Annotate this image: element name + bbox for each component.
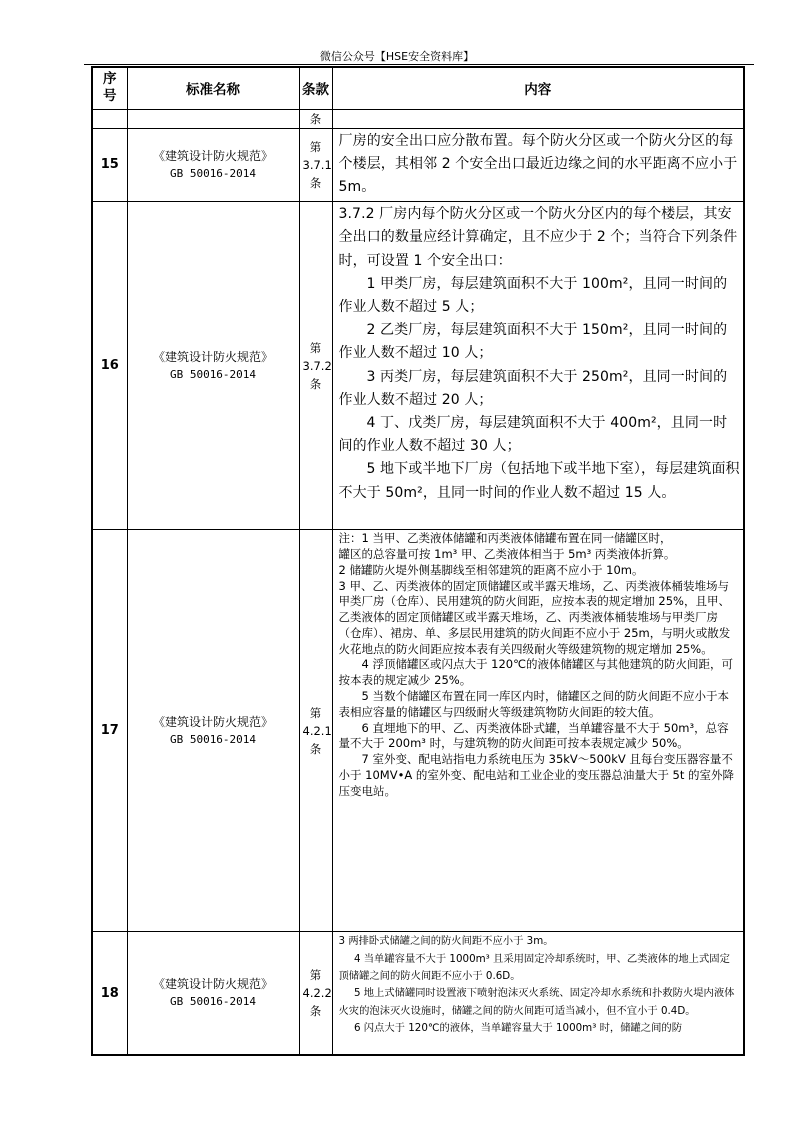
- col-header-content: 内容: [332, 67, 744, 109]
- content-paragraph: 6 闪点大于 120℃的液体，当单罐容量大于 1000m³ 时，储罐之间的防: [353, 1022, 682, 1035]
- col-header-clause: 条款: [299, 67, 332, 109]
- content-paragraph: 4 当单罐容量不大于 1000m³ 且采用固定冷却系统时，甲、乙类液体的地上式固定顶储罐之间的防火间距不应小于 0.6D。: [338, 952, 730, 982]
- row-content: [332, 202, 744, 530]
- col-header-standard: 标准名称: [127, 67, 299, 109]
- content-paragraph: 6 直埋地下的甲、乙、丙类液体卧式罐，当单罐容量不大于 50m³，总容量不大于 200m³ 时，与建筑物的防火间距可按本表规定减少 50%。: [338, 720, 729, 751]
- content-paragraph: 3 两排卧式储罐之间的防火间距不应小于 3m。: [338, 935, 554, 948]
- standard-name: 《建筑设计防火规范》: [152, 148, 273, 163]
- row-standard: [127, 932, 299, 1056]
- content-paragraph: 5 地下或半地下厂房（包括地下或半地下室），每层建筑面积不大于 50m²，且同一时间的作业人数不超过 15 人。: [338, 461, 740, 501]
- row-seq: 17: [92, 530, 127, 932]
- table-row: [92, 202, 744, 530]
- content-paragraph: 7 室外变、配电站指电力系统电压为 35kV～500kV 且每台变压器容量不小于 10MV•A 的室外变、配电站和工业企业的变压器总油量大于 5t 的室外降压变电站。: [338, 752, 735, 798]
- standard-name: 《建筑设计防火规范》: [152, 349, 273, 364]
- continuation-row: [92, 109, 744, 128]
- row-content: [332, 932, 744, 1056]
- content-paragraph: 厂房的安全出口应分散布置。每个防火分区或一个防火分区的每个楼层，其相邻 2 个安全出口最近边缘之间的水平距离不应小于 5m。: [338, 132, 738, 195]
- content-paragraph: 1 甲类厂房，每层建筑面积不大于 100m²，且同一时间的作业人数不超过 5 人；: [338, 275, 728, 315]
- row-seq: 15: [92, 128, 127, 202]
- row-content: [332, 530, 744, 932]
- content-paragraph: 3.7.2 厂房内每个防火分区或一个防火分区内的每个楼层，其安全出口的数量应经计算确定，且不应少于 2 个；当符合下列条件时，可设置 1 个安全出口：: [338, 206, 738, 269]
- row-content: [332, 128, 744, 202]
- row-seq: 18: [92, 932, 127, 1056]
- standards-table: [91, 66, 745, 1056]
- content-paragraph: 2 储罐防火堤外侧基脚线至相邻建筑的距离不应小于 10m。: [338, 562, 644, 577]
- standard-name: 《建筑设计防火规范》: [152, 977, 273, 992]
- row-clause: 第 3.7.2 条: [299, 202, 332, 530]
- table-header-row: [92, 67, 744, 109]
- content-paragraph: 4 浮顶储罐区或闪点大于 120℃的液体储罐区与其他建筑的防火间距，可按本表的规定减少 25%。: [338, 657, 733, 688]
- row-clause: 第 3.7.1 条: [299, 128, 332, 202]
- table-row: [92, 530, 744, 932]
- content-paragraph: 5 当数个储罐区布置在同一库区内时，储罐区之间的防火间距不应小于本表相应容量的储罐区与四级耐火等级建筑物防火间距的较大值。: [338, 689, 729, 719]
- content-paragraph: 5 地上式储罐同时设置液下喷射泡沫灭火系统、固定冷却水系统和扑救防火堤内液体火灾的泡沫灭火设施时，储罐之间的防火间距可适当减小，但不宜小于 0.4D。: [338, 987, 735, 1017]
- continuation-clause: 条: [299, 109, 332, 128]
- table-row: [92, 128, 744, 202]
- row-standard: [127, 530, 299, 932]
- row-seq: 16: [92, 202, 127, 530]
- header-rule: [84, 64, 754, 65]
- row-standard: [127, 202, 299, 530]
- col-header-seq: 序号: [92, 67, 127, 109]
- standard-code: GB 50016-2014: [169, 367, 257, 381]
- content-paragraph: 注：1 当甲、乙类液体储罐和丙类液体储罐布置在同一储罐区时，: [338, 531, 672, 546]
- standard-code: GB 50016-2014: [169, 166, 257, 180]
- content-paragraph: 3 丙类厂房，每层建筑面积不大于 250m²，且同一时间的作业人数不超过 20 人；: [338, 368, 728, 408]
- row-standard: [127, 128, 299, 202]
- content-paragraph: 2 乙类厂房，每层建筑面积不大于 150m²，且同一时间的作业人数不超过 10 人；: [338, 322, 728, 362]
- table-row: [92, 932, 744, 1056]
- row-clause: 第 4.2.2 条: [299, 932, 332, 1056]
- content-paragraph: 罐区的总容量可按 1m³ 甲、乙类液体相当于 5m³ 丙类液体折算。: [338, 546, 676, 561]
- standard-code: GB 50016-2014: [169, 995, 257, 1009]
- content-paragraph: 4 丁、戊类厂房，每层建筑面积不大于 400m²，且同一时间的作业人数不超过 30 人；: [338, 414, 728, 455]
- standard-code: GB 50016-2014: [169, 732, 257, 746]
- content-paragraph: 3 甲、乙、丙类液体的固定顶储罐区或半露天堆场，乙、丙类液体桶装堆场与甲类厂房（仓库）、民用建筑的防火间距，应按本表的规定增加 25%，且甲、乙类液体的固定顶储罐区或半露天堆场，乙、丙类液体桶装堆场与甲类厂房（仓库）、裙房、单、多层民用建筑的防火间距不应小于 25m，与明火或散发火花地点的防火间距应按本表有关四级耐火等级建筑物的规定增加 25%。: [338, 578, 731, 656]
- standard-name: 《建筑设计防火规范》: [152, 714, 273, 729]
- page-header: 微信公众号【HSE安全资料库】: [319, 50, 475, 63]
- row-clause: 第 4.2.1 条: [299, 530, 332, 932]
